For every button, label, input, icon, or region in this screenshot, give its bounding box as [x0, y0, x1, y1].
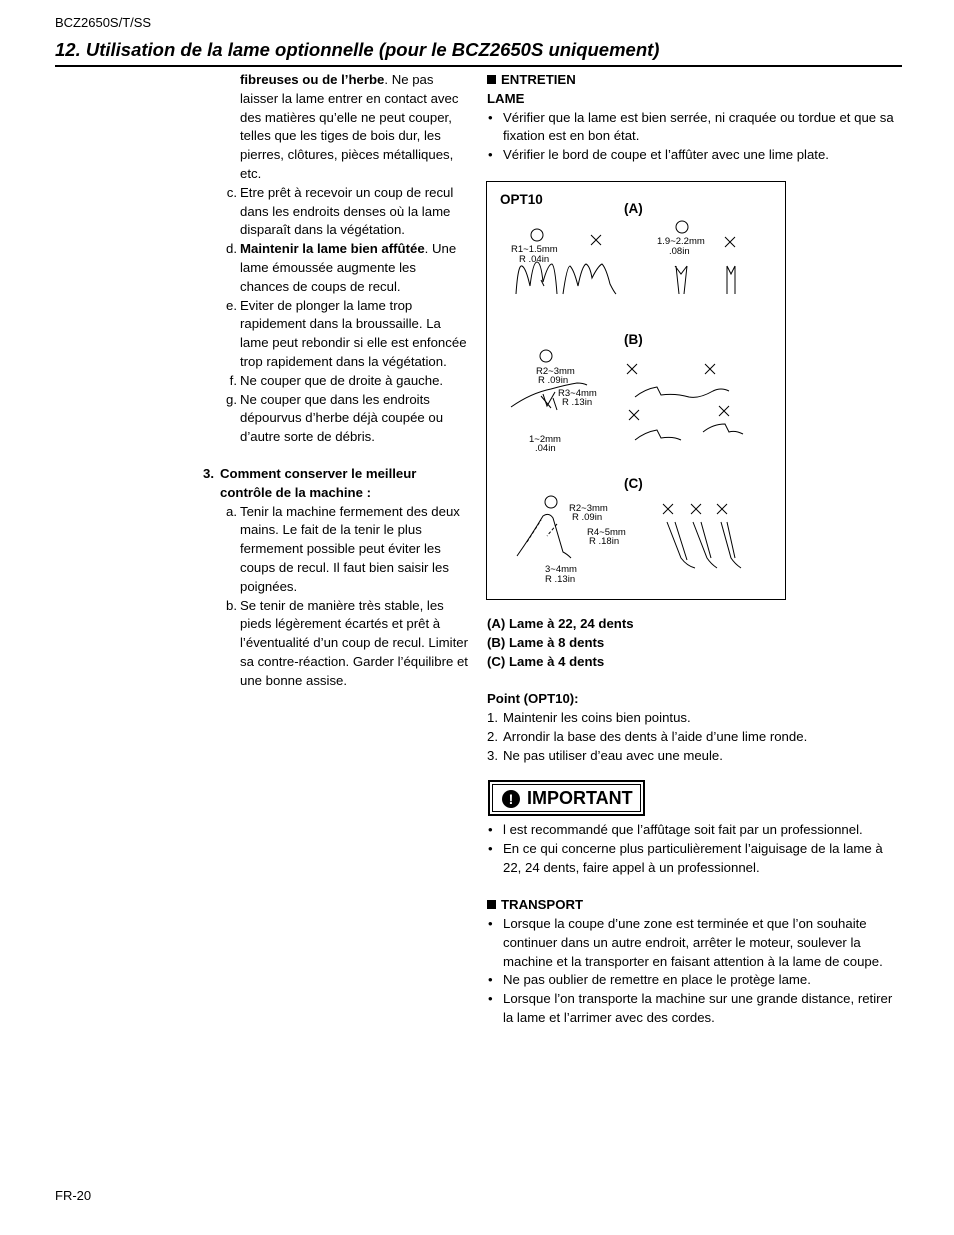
point-item: 2. Arrondir la base des dents à l’aide d’une lime ronde. [487, 728, 808, 744]
figure-legend [487, 615, 902, 765]
list-item: g. Ne couper que dans les endroits dépourvus d’herbe déjà coupée ou d’autre sorte de débris. [226, 391, 444, 445]
bullet-item: • En ce qui concerne plus particulièrement l’aiguisage de la lame à 22, 24 dents, faire appel à un professionnel. [488, 840, 883, 875]
ok-circle-icon [540, 350, 552, 362]
fig-dim: .04in [535, 443, 556, 454]
list-item: e. Eviter de plonger la lame trop rapidement dans la broussaille. La lame peut rebondir si elle est enfoncée trop rapidement dans la végétation. [226, 297, 467, 369]
list-item: d. Maintenir la lame bien affûtée. Une lame émoussée augmente les chances de coups de recul. [226, 241, 457, 294]
fig-opt-label: OPT10 [500, 192, 543, 207]
right-column-top [487, 71, 902, 165]
intro-rest: . Ne pas laisser la lame entrer en contact avec des matières qu’elle ne peut couper, telles que les tiges de bois dur, les pierres, clôtures, pièces métalliques, etc. [240, 72, 459, 181]
fig-dim: 1~2mm [529, 434, 561, 445]
fig-dim: R .18in [589, 536, 620, 547]
fig-label-a: (A) [624, 201, 643, 216]
fig-dim: R .09in [538, 375, 569, 386]
exclamation-icon: ! [502, 790, 520, 808]
bullet-item: • Vérifier le bord de coupe et l’affûter avec une lime plate. [488, 147, 829, 163]
fig-dim: R .13in [545, 574, 576, 585]
important-label: IMPORTANT [527, 788, 633, 808]
fig-dim: R2~3mm [536, 366, 575, 377]
good-teeth-drawing [516, 262, 557, 294]
page-title: 12. Utilisation de la lame optionnelle (pour le BCZ2650S uniquement) [55, 39, 660, 60]
list-item: b. Se tenir de manière très stable, les pieds légèrement écartés et prêt à l’éventualité d’un coup de recul. Limiter sa contre-réaction. Garder l’équilibre et une bonne assise. [226, 597, 468, 688]
bad-tooth-b-drawing [703, 424, 743, 434]
intro-bold: fibreuses ou de l’herbe [240, 72, 385, 87]
bad-tooth-tip-drawing [727, 266, 735, 294]
fig-label-c: (C) [624, 476, 643, 491]
legend-a: (A) Lame à 22, 24 dents [487, 616, 634, 631]
important-box [488, 780, 645, 816]
bullet-item: • Lorsque l’on transporte la machine sur une grande distance, retirer la lame et l’arrimer avec des cordes. [488, 991, 893, 1025]
wrong-cross-icon [591, 235, 601, 245]
legend-c: (C) Lame à 4 dents [487, 653, 605, 669]
point-item: 3. Ne pas utiliser d’eau avec une meule. [487, 747, 723, 763]
square-bullet-icon [487, 75, 496, 84]
fig-dim: R2~3mm [569, 503, 608, 514]
blade-sharpening-figure [486, 181, 786, 600]
ok-circle-icon [531, 229, 543, 241]
page-number: FR-20 [55, 1188, 92, 1203]
entretien-heading: ENTRETIEN [487, 71, 902, 90]
legend-b: (B) Lame à 8 dents [487, 634, 605, 650]
bullet-item: • l est recommandé que l’affûtage soit fait par un professionnel. [488, 822, 863, 837]
list-item: a. Tenir la machine fermement des deux mains. Le fait de la tenir le plus fermement possible peut éviter les coups de recul. Il faut bien saisir les poignées. [226, 503, 460, 594]
point-title: Point (OPT10): [487, 691, 579, 707]
fig-dim: R4~5mm [587, 527, 626, 538]
title-rule [55, 65, 902, 67]
intro-paragraph [203, 71, 468, 184]
bad-teeth-drawing [563, 264, 616, 294]
important-bullets [487, 821, 902, 1028]
wrong-cross-icon [705, 364, 715, 374]
good-tooth-tip-drawing [675, 266, 687, 294]
fig-dim: 1.9~2.2mm [657, 236, 705, 247]
fig-dim: R .09in [572, 512, 603, 523]
square-bullet-icon [487, 900, 496, 909]
wrong-cross-icon [719, 406, 729, 416]
bullet-item: • Lorsque la coupe d’une zone est terminée et que l’on souhaite continuer dans un autre endroit, arrêter le moteur, soulever la machine et la transporter en faisant attention à la lame de coupe. [488, 915, 883, 969]
wrong-cross-icon [717, 504, 727, 514]
list-item: f. Ne couper que de droite à gauche. [229, 372, 444, 388]
left-column [203, 71, 468, 691]
wrong-cross-icon [691, 504, 701, 514]
bad-tooth-b-drawing [635, 387, 729, 397]
bullet-item: • Vérifier que la lame est bien serrée, ni craquée ou tordue et que sa fixation est en bon état. [488, 109, 894, 144]
wrong-cross-icon [629, 410, 639, 420]
section-3-heading: 3. Comment conserver le meilleur contrôle de la machine : [203, 465, 417, 500]
fig-dim: R3~4mm [558, 388, 597, 399]
bad-tooth-c-drawing [667, 522, 695, 568]
wrong-cross-icon [725, 237, 735, 247]
transport-heading: TRANSPORT [487, 896, 902, 915]
model-number: BCZ2650S/T/SS [55, 15, 152, 30]
bad-tooth-c-drawing [693, 522, 717, 568]
lame-heading: LAME [487, 90, 525, 106]
bad-tooth-c-drawing [721, 522, 741, 568]
ok-circle-icon [545, 496, 557, 508]
fig-dim: R1~1.5mm [511, 244, 558, 255]
fig-dim: 3~4mm [545, 564, 577, 575]
list-item: c. Etre prêt à recevoir un coup de recul dans les endroits denses où la lame disparaît dans la végétation. [226, 184, 454, 238]
good-tooth-c-drawing [517, 514, 571, 558]
wrong-cross-icon [663, 504, 673, 514]
wrong-cross-icon [627, 364, 637, 374]
fig-dim: R .04in [519, 254, 550, 265]
point-item: 1. Maintenir les coins bien pointus. [487, 709, 691, 725]
ok-circle-icon [676, 221, 688, 233]
bullet-item: • Ne pas oublier de remettre en place le protège lame. [488, 972, 811, 988]
bad-tooth-b-drawing [635, 430, 681, 440]
fig-label-b: (B) [624, 332, 643, 347]
fig-dim: R .13in [562, 397, 593, 408]
fig-dim: .08in [669, 246, 690, 257]
